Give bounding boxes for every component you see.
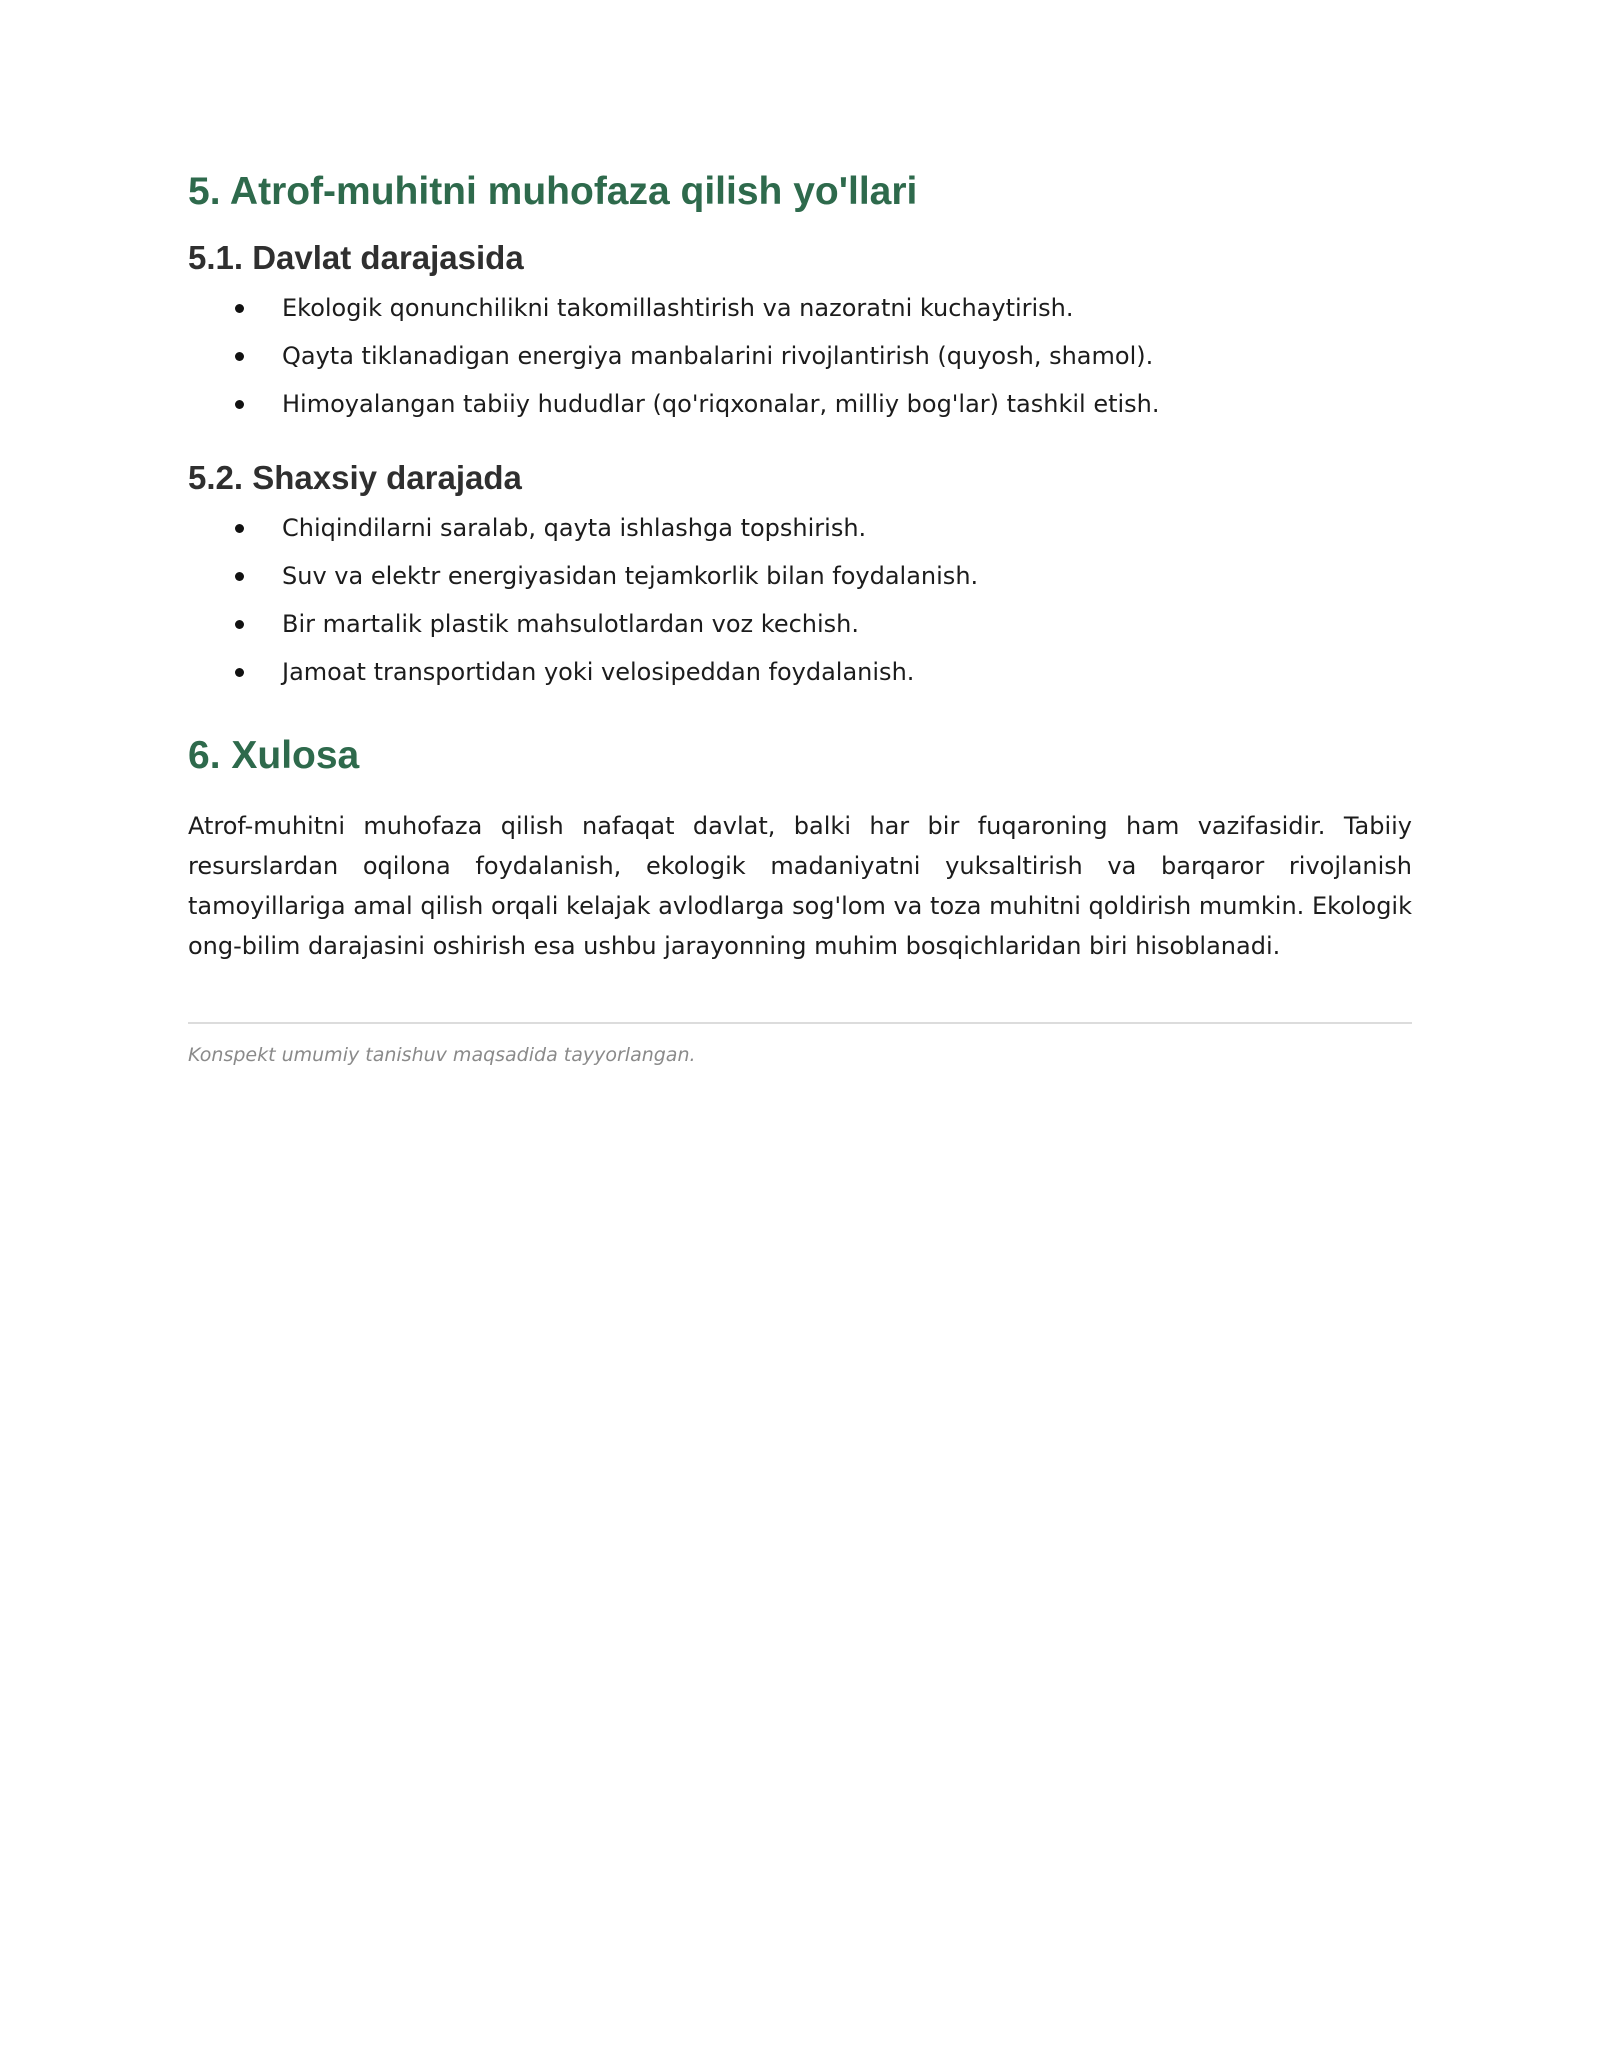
bullet-icon bbox=[235, 400, 244, 409]
list-item bbox=[188, 552, 1412, 600]
list-item bbox=[188, 380, 1412, 428]
bullet-icon bbox=[235, 352, 244, 361]
bullet-icon bbox=[235, 668, 244, 677]
bullet-icon bbox=[235, 524, 244, 533]
bullet-icon bbox=[235, 304, 244, 313]
subsection-5-1-heading: 5.1. Davlat darajasida bbox=[188, 239, 524, 276]
footer-note: Konspekt umumiy tanishuv maqsadida tayyorlangan. bbox=[188, 1044, 696, 1066]
list-item-text: Suv va elektr energiyasidan tejamkorlik bilan foydalanish. bbox=[282, 562, 979, 590]
list-item bbox=[188, 284, 1412, 332]
bullet-icon bbox=[235, 572, 244, 581]
list-item bbox=[188, 504, 1412, 552]
section-6-heading: 6. Xulosa bbox=[188, 734, 360, 777]
list-item-text: Chiqindilarni saralab, qayta ishlashga topshirish. bbox=[282, 514, 867, 542]
conclusion-paragraph: Atrof-muhitni muhofaza qilish nafaqat davlat, balki har bir fuqaroning ham vazifasidir. Tabiiy resurslardan oqilona foydalanish, ekologik madaniyatni yuksaltirish va barqaror rivojlanish tamoyillariga amal qilish orqali kelajak avlodlarga sog'lom va toza muhitni qoldirish mumkin. Ekologik ong-bilim darajasini oshirish esa ushbu jarayonning muhim bosqichlaridan biri hisoblanadi. bbox=[188, 812, 1412, 960]
list-item-text: Qayta tiklanadigan energiya manbalarini rivojlantirish (quyosh, shamol). bbox=[282, 342, 1154, 370]
subsection-5-2-heading: 5.2. Shaxsiy darajada bbox=[188, 459, 522, 496]
list-item-text: Himoyalangan tabiiy hududlar (qo'riqxonalar, milliy bog'lar) tashkil etish. bbox=[282, 390, 1160, 418]
section-5-heading: 5. Atrof-muhitni muhofaza qilish yo'llari bbox=[188, 170, 918, 213]
footer-divider bbox=[188, 1022, 1412, 1024]
list-item-text: Ekologik qonunchilikni takomillashtirish va nazoratni kuchaytirish. bbox=[282, 294, 1074, 322]
list-item-text: Jamoat transportidan yoki velosipeddan foydalanish. bbox=[282, 658, 915, 686]
personal-level-list bbox=[188, 504, 1412, 696]
bullet-icon bbox=[235, 620, 244, 629]
state-level-list bbox=[188, 284, 1412, 428]
list-item-text: Bir martalik plastik mahsulotlardan voz kechish. bbox=[282, 610, 859, 638]
list-item bbox=[188, 648, 1412, 696]
list-item bbox=[188, 332, 1412, 380]
list-item bbox=[188, 600, 1412, 648]
document-page bbox=[188, 168, 1412, 1068]
